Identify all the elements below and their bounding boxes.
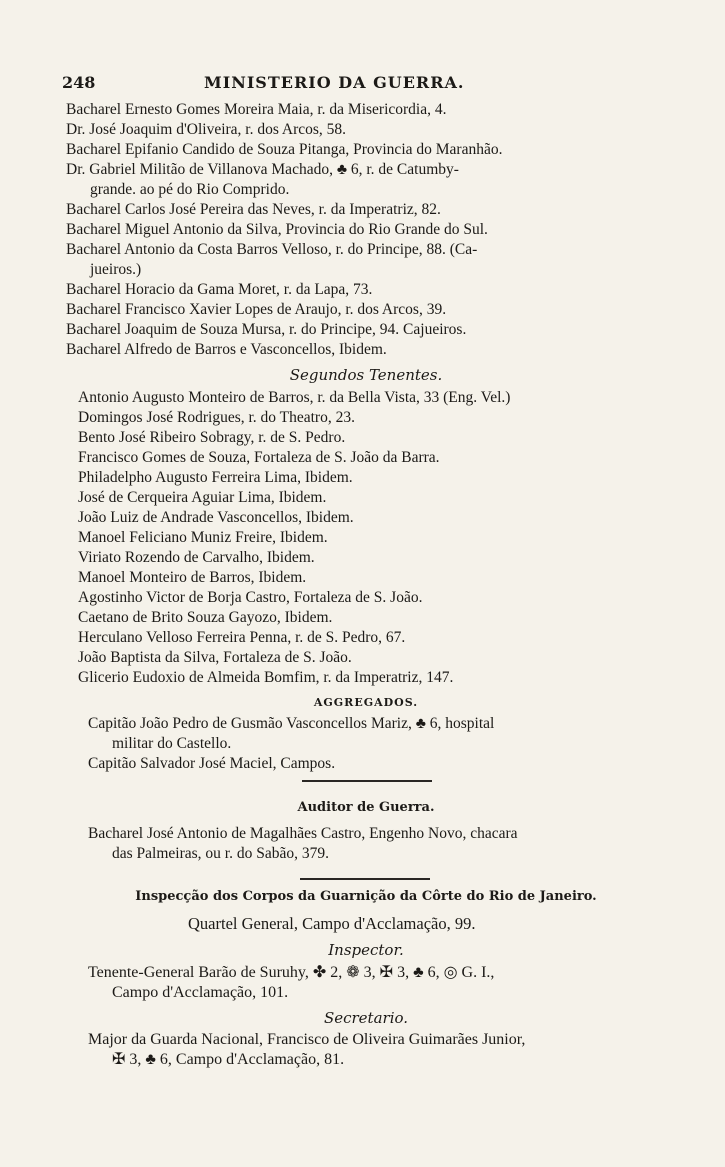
list-item: Caetano de Brito Souza Gayozo, Ibidem.	[78, 609, 333, 626]
list-item: Tenente-General Barão de Suruhy, ✤ 2, ❁ 3, ✠ 3, ♣ 6, ◎ G. I.,	[88, 964, 495, 981]
section-divider	[300, 878, 430, 880]
list-item-continuation: das Palmeiras, ou r. do Sabão, 379.	[112, 845, 329, 862]
list-item: Manoel Feliciano Muniz Freire, Ibidem.	[78, 529, 328, 546]
list-item: Bacharel Alfredo de Barros e Vasconcellos, Ibidem.	[66, 341, 387, 358]
list-item: Manoel Monteiro de Barros, Ibidem.	[78, 569, 307, 586]
list-item: Bacharel Antonio da Costa Barros Velloso, r. do Principe, 88. (Ca-	[66, 241, 478, 258]
list-item-continuation: Campo d'Acclamação, 101.	[112, 984, 289, 1001]
auditor-entry	[88, 824, 668, 864]
section-heading: Inspector.	[328, 941, 404, 959]
secretario-entry	[88, 1030, 668, 1070]
list-item: Bacharel Joaquim de Souza Mursa, r. do Principe, 94. Cajueiros.	[66, 321, 467, 338]
list-item: João Baptista da Silva, Fortaleza de S. João.	[78, 649, 352, 666]
list-item: Glicerio Eudoxio de Almeida Bomfim, r. da Imperatriz, 147.	[78, 669, 454, 686]
section-divider	[302, 780, 432, 782]
list-item: Bento José Ribeiro Sobragy, r. de S. Pedro.	[78, 429, 346, 446]
running-title: MINISTERIO DA GUERRA.	[204, 73, 465, 92]
list-item: Bacharel José Antonio de Magalhães Castro, Engenho Novo, chacara	[88, 825, 518, 842]
list-item: Major da Guarda Nacional, Francisco de Oliveira Guimarães Junior,	[88, 1031, 526, 1048]
list-item-continuation: ✠ 3, ♣ 6, Campo d'Acclamação, 81.	[112, 1051, 345, 1068]
list-item-continuation: militar do Castello.	[112, 735, 232, 752]
list-item-continuation: jueiros.)	[90, 261, 142, 278]
section-heading: Segundos Tenentes.	[289, 366, 443, 384]
list-item: Bacharel Ernesto Gomes Moreira Maia, r. da Misericordia, 4.	[66, 101, 447, 118]
list-item: Bacharel Horacio da Gama Moret, r. da Lapa, 73.	[66, 281, 373, 298]
list-item: Capitão Salvador José Maciel, Campos.	[88, 755, 336, 772]
list-item: Francisco Gomes de Souza, Fortaleza de S. João da Barra.	[78, 449, 440, 466]
list-item: José de Cerqueira Aguiar Lima, Ibidem.	[78, 489, 327, 506]
inspector-entry	[88, 963, 668, 1003]
list-item: Bacharel Carlos José Pereira das Neves, r. da Imperatriz, 82.	[66, 201, 441, 218]
list-item: Dr. Gabriel Militão de Villanova Machado, ♣ 6, r. de Catumby-	[66, 161, 459, 178]
list-item-continuation: grande. ao pé do Rio Comprido.	[90, 181, 290, 198]
list-item: Dr. José Joaquim d'Oliveira, r. dos Arcos, 58.	[66, 121, 347, 138]
aggregados-list	[88, 714, 668, 774]
page-header	[62, 73, 662, 97]
bachareis-list	[66, 100, 666, 360]
section-heading: Secretario.	[323, 1009, 409, 1027]
list-item: Philadelpho Augusto Ferreira Lima, Ibidem.	[78, 469, 353, 486]
list-item: Herculano Velloso Ferreira Penna, r. de S. Pedro, 67.	[78, 629, 406, 646]
list-item: Bacharel Miguel Antonio da Silva, Provincia do Rio Grande do Sul.	[66, 221, 488, 238]
list-item: João Luiz de Andrade Vasconcellos, Ibidem.	[78, 509, 354, 526]
segundos-tenentes-list	[78, 388, 678, 688]
list-item: Viriato Rozendo de Carvalho, Ibidem.	[78, 549, 315, 566]
quartel-general: Quartel General, Campo d'Acclamação, 99.	[188, 914, 476, 933]
section-heading: AGGREGADOS.	[313, 696, 419, 709]
list-item: Capitão João Pedro de Gusmão Vasconcellos Mariz, ♣ 6, hospital	[88, 715, 495, 732]
list-item: Bacharel Francisco Xavier Lopes de Araujo, r. dos Arcos, 39.	[66, 301, 447, 318]
list-item: Domingos José Rodrigues, r. do Theatro, 23.	[78, 409, 355, 426]
list-item: Bacharel Epifanio Candido de Souza Pitanga, Provincia do Maranhão.	[66, 141, 503, 158]
section-heading: Auditor de Guerra.	[297, 800, 435, 815]
list-item: Antonio Augusto Monteiro de Barros, r. da Bella Vista, 33 (Eng. Vel.)	[78, 389, 511, 406]
list-item: Agostinho Victor de Borja Castro, Fortaleza de S. João.	[78, 589, 423, 606]
section-heading: Inspecção dos Corpos da Guarnição da Côrte do Rio de Janeiro.	[135, 889, 597, 904]
page-number: 248	[62, 73, 96, 92]
